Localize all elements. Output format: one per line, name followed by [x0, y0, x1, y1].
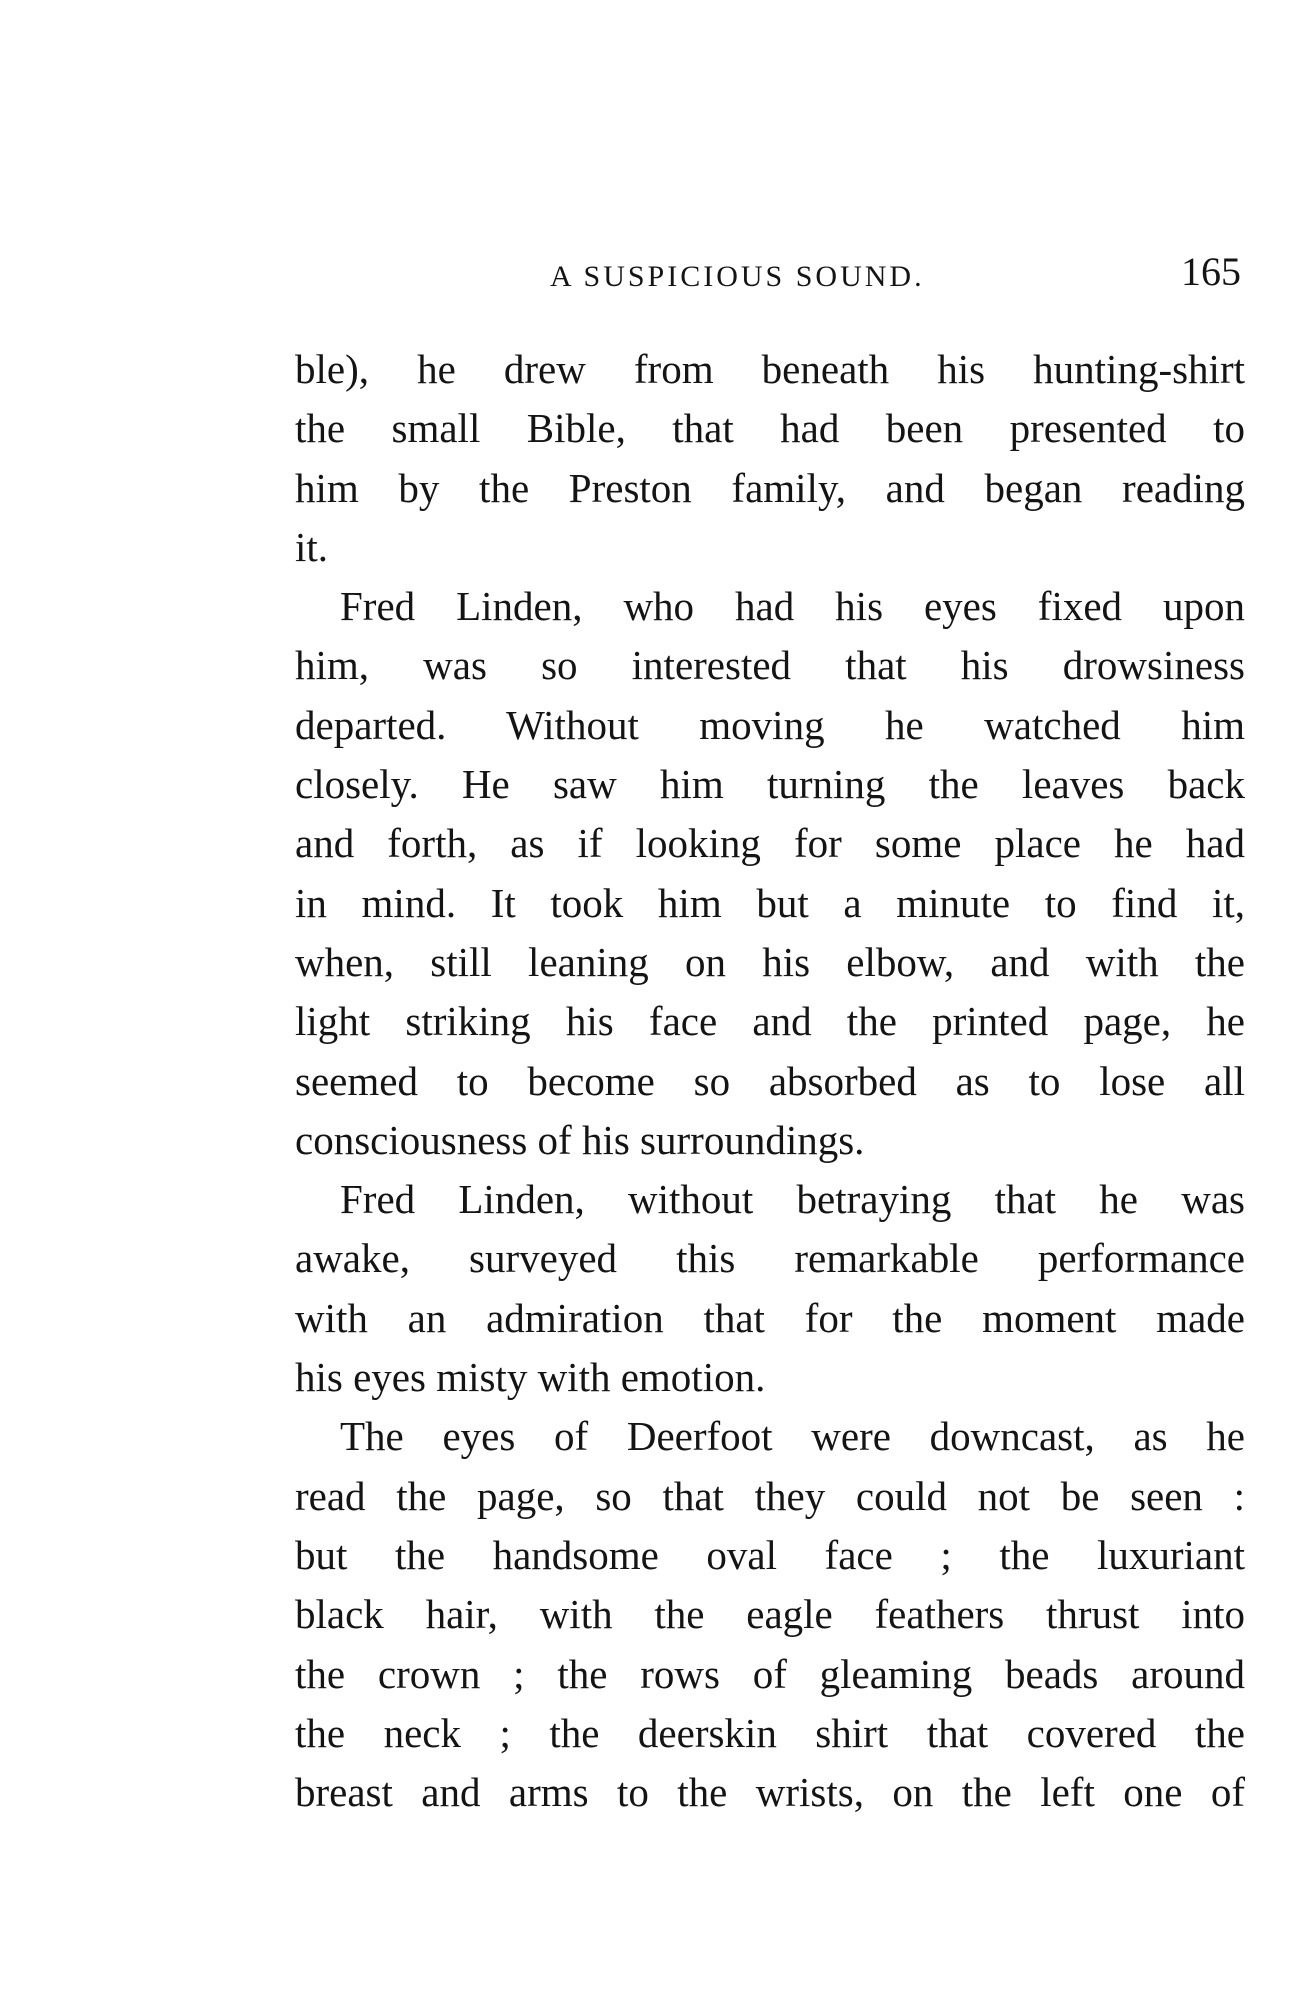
text-line: him, was so interested that his drowsiness	[295, 642, 1245, 689]
text-line: Fred Linden, who had his eyes fixed upon	[340, 583, 1245, 630]
text-line: the small Bible, that had been presented to	[295, 405, 1245, 452]
text-line: ble), he drew from beneath his hunting-shirt	[295, 346, 1245, 392]
text-line: read the page, so that they could not be seen :	[295, 1472, 1245, 1519]
running-title: A SUSPICIOUS SOUND.	[550, 260, 925, 293]
text-line: Fred Linden, without betraying that he was	[340, 1176, 1245, 1223]
text-line: the crown ; the rows of gleaming beads around	[295, 1650, 1245, 1697]
text-line: departed. Without moving he watched him	[295, 701, 1245, 748]
paragraph	[295, 340, 1245, 577]
text-line: with an admiration that for the moment made	[295, 1294, 1245, 1341]
text-line: closely. He saw him turning the leaves back	[295, 761, 1245, 808]
text-line: his eyes misty with emotion.	[295, 1354, 766, 1401]
text-line: black hair, with the eagle feathers thrust into	[295, 1591, 1245, 1638]
paragraph	[295, 577, 1245, 1170]
text-line: The eyes of Deerfoot were downcast, as he	[340, 1413, 1245, 1460]
text-line: in mind. It took him but a minute to find it,	[295, 879, 1245, 926]
text-line: when, still leaning on his elbow, and with the	[295, 938, 1245, 985]
page-number: 165	[1181, 249, 1241, 294]
text-line: it.	[295, 523, 329, 570]
text-line: the neck ; the deerskin shirt that covered the	[295, 1709, 1245, 1756]
text-line: breast and arms to the wrists, on the left one of	[295, 1769, 1245, 1816]
text-line: and forth, as if looking for some place he had	[295, 820, 1245, 867]
text-line: him by the Preston family, and began reading	[295, 464, 1245, 511]
body-text	[295, 340, 1245, 1822]
text-line: seemed to become so absorbed as to lose all	[295, 1057, 1245, 1104]
paragraph	[295, 1170, 1245, 1407]
paragraph	[295, 1407, 1245, 1822]
running-head	[295, 248, 1245, 308]
text-line: but the handsome oval face ; the luxuriant	[295, 1531, 1245, 1578]
text-line: light striking his face and the printed page, he	[295, 998, 1245, 1045]
text-line: awake, surveyed this remarkable performance	[295, 1235, 1245, 1282]
text-line: consciousness of his surroundings.	[295, 1116, 865, 1163]
